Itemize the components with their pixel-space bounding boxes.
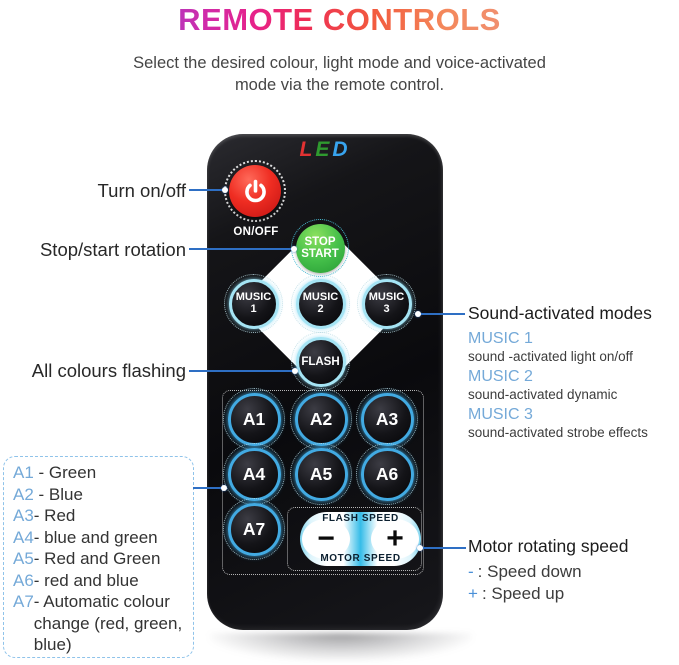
legend-row: A7 - Automatic colour change (red, green, blue) — [13, 592, 187, 654]
a2-button[interactable]: A2 — [295, 393, 348, 446]
connector-motor-speed — [420, 547, 466, 549]
stop-start-button-ring — [291, 219, 349, 277]
a3-button-ring — [356, 388, 418, 450]
remote-reflection-shadow — [210, 633, 472, 661]
power-icon — [242, 178, 269, 205]
sound-mode-name: MUSIC 3 — [468, 406, 533, 423]
sound-mode-desc: sound-activated strobe effects — [468, 425, 648, 440]
a5-button-ring — [290, 443, 352, 505]
legend-row: A4 - blue and green — [13, 527, 158, 547]
connector-dot-plus — [417, 545, 423, 551]
speed-control-panel — [300, 512, 421, 566]
flash-button[interactable]: FLASH — [296, 337, 346, 387]
a5-button[interactable]: A5 — [295, 448, 348, 501]
power-button-ring — [224, 160, 286, 222]
motor-speed-label: MOTOR SPEED — [320, 553, 401, 564]
minus-symbol: - — [468, 562, 474, 581]
connector-dot-music3 — [415, 311, 421, 317]
motor-speed-title: Motor rotating speed — [468, 536, 629, 556]
minus-icon: − — [317, 522, 335, 555]
connector-dot-a4 — [221, 485, 227, 491]
connector-color-legend — [193, 487, 224, 489]
connector-dot-power — [222, 187, 228, 193]
sound-mode-name: MUSIC 1 — [468, 330, 533, 347]
connector-flash — [189, 370, 296, 372]
page-title: REMOTE CONTROLS — [0, 2, 679, 38]
connector-turn-on-off — [189, 189, 226, 191]
label-all-colours-flashing: All colours flashing — [31, 360, 186, 381]
sound-mode-name: MUSIC 2 — [468, 368, 533, 385]
music-1-button[interactable]: MUSIC 1 — [229, 279, 279, 329]
connector-sound-modes — [418, 313, 465, 315]
a6-button[interactable]: A6 — [361, 448, 414, 501]
subtitle-line-2: mode via the remote control. — [234, 76, 445, 94]
legend-row: A6 - red and blue — [13, 570, 139, 590]
label-stop-start-rotation: Stop/start rotation — [39, 239, 186, 260]
a1-button-ring — [223, 388, 285, 450]
page-subtitle — [0, 52, 679, 96]
legend-row: A1 - Green — [13, 463, 97, 482]
flash-speed-label: FLASH SPEED — [322, 513, 399, 524]
sound-mode-desc: sound -activated light on/off — [468, 349, 633, 364]
motor-speed-line: - : Speed down — [468, 562, 582, 581]
subtitle-line-1: Select the desired colour, light mode and voice-activated — [133, 54, 546, 72]
remote-control — [207, 134, 443, 630]
music-1-button-ring — [224, 274, 283, 333]
connector-dot-stop-start — [291, 246, 297, 252]
a7-button-ring — [223, 498, 285, 560]
power-button[interactable] — [229, 165, 281, 217]
a4-button-ring — [223, 443, 285, 505]
connector-stop-start — [189, 248, 295, 250]
legend-row: A2 - Blue — [13, 484, 83, 504]
motor-speed-block — [468, 536, 668, 605]
power-button-label: ON/OFF — [233, 226, 279, 238]
music-2-button-ring — [291, 274, 350, 333]
led-brand-label: LED — [299, 138, 351, 161]
a3-button[interactable]: A3 — [361, 393, 414, 446]
stop-start-button[interactable]: STOP START — [296, 224, 345, 273]
a2-button-ring — [290, 388, 352, 450]
colour-legend-box — [3, 456, 194, 658]
connector-dot-flash — [292, 368, 298, 374]
plus-icon: + — [386, 522, 404, 555]
label-turn-on-off: Turn on/off — [97, 180, 186, 201]
sound-modes-title: Sound-activated modes — [468, 303, 652, 323]
motor-speed-line: + : Speed up — [468, 584, 565, 603]
music-3-button[interactable]: MUSIC 3 — [362, 279, 412, 329]
sound-mode-desc: sound-activated dynamic — [468, 387, 618, 402]
a6-button-ring — [356, 443, 418, 505]
flash-button-ring — [291, 332, 350, 391]
a4-button[interactable]: A4 — [228, 448, 281, 501]
music-3-button-ring — [357, 274, 416, 333]
music-2-button[interactable]: MUSIC 2 — [296, 279, 346, 329]
a7-button[interactable]: A7 — [228, 503, 281, 556]
legend-row: A5 - Red and Green — [13, 549, 161, 568]
plus-symbol: + — [468, 584, 478, 603]
legend-row: A3 - Red — [13, 506, 76, 525]
sound-modes-block — [468, 303, 678, 443]
a1-button[interactable]: A1 — [228, 393, 281, 446]
